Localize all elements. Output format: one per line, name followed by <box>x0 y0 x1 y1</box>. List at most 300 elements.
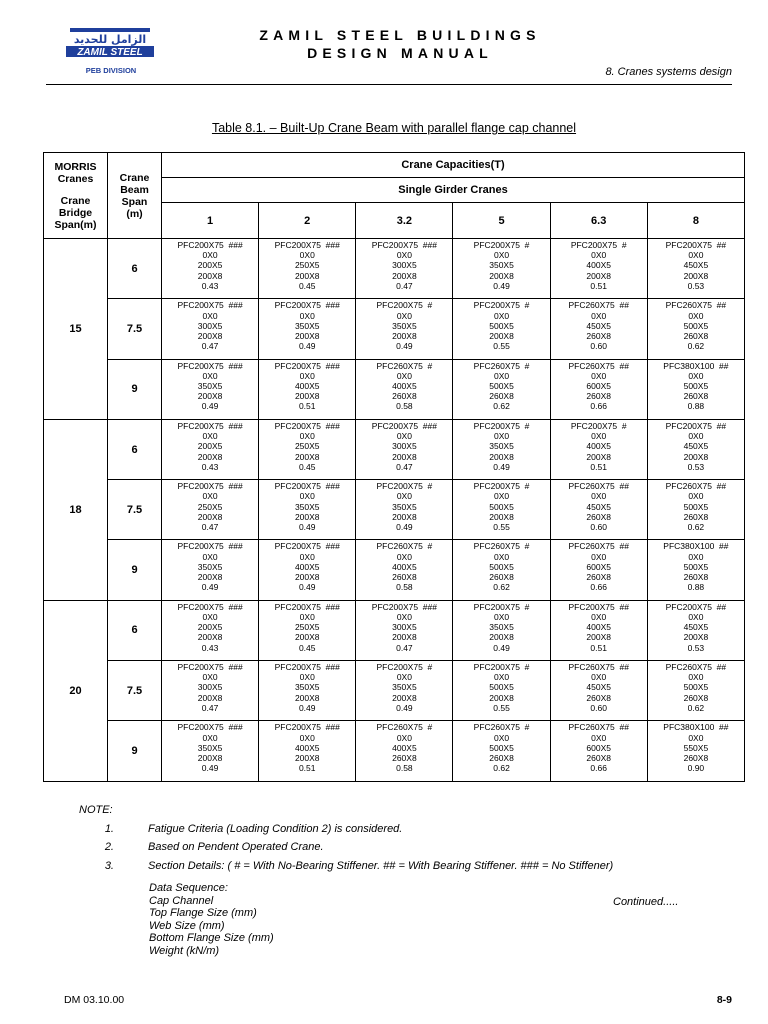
top-flange-value: 0X0 <box>396 672 412 683</box>
crane-bridge-header: Crane Bridge Span(m) <box>54 194 97 231</box>
cap-channel-value: PFC260X75 ## <box>665 300 727 311</box>
table-row <box>44 480 745 540</box>
crane-beam-table <box>43 152 745 782</box>
section-cell <box>259 600 356 660</box>
logo-brand-text: ZAMIL STEEL <box>77 47 143 58</box>
table-row <box>44 540 745 600</box>
bottom-flange-value: 200X8 <box>294 692 320 703</box>
section-cell <box>550 540 647 600</box>
beam-span-cell: 6 <box>108 239 162 299</box>
web-size-value: 250X5 <box>197 501 223 512</box>
web-size-value: 450X5 <box>586 682 611 693</box>
web-size-value: 600X5 <box>586 742 611 753</box>
page-number: 8-9 <box>716 994 732 1006</box>
web-size-value: 250X5 <box>294 622 320 633</box>
bottom-flange-value: 200X8 <box>392 511 417 522</box>
beam-span-cell: 9 <box>108 359 162 419</box>
section-cell <box>356 359 453 419</box>
note-number: 3. <box>104 860 114 872</box>
table-row <box>44 299 745 359</box>
top-flange-value: 0X0 <box>493 250 510 261</box>
bottom-flange-value: 200X8 <box>489 511 514 522</box>
section-cell <box>162 661 259 721</box>
web-size-value: 500X5 <box>489 561 514 572</box>
weight-value: 0.45 <box>298 280 316 291</box>
note-number: 2. <box>104 841 114 853</box>
bottom-flange-value: 200X8 <box>683 632 709 643</box>
weight-value: 0.43 <box>201 280 219 291</box>
cap-channel-value: PFC200X75 ### <box>274 420 340 431</box>
section-cell <box>550 661 647 721</box>
weight-value: 0.62 <box>493 401 510 412</box>
top-flange-value: 0X0 <box>202 732 218 743</box>
weight-value: 0.62 <box>493 582 510 593</box>
cap-channel-value: PFC200X75 ### <box>274 240 340 250</box>
top-flange-value: 0X0 <box>493 370 510 381</box>
web-size-value: 250X5 <box>294 260 320 271</box>
section-cell <box>453 299 550 359</box>
cap-channel-value: PFC200X75 ### <box>274 360 340 371</box>
section-cell <box>647 419 744 479</box>
section-cell <box>453 419 550 479</box>
beam-span-cell: 9 <box>108 540 162 600</box>
weight-value: 0.49 <box>493 642 510 653</box>
bottom-flange-value: 260X8 <box>489 752 514 763</box>
weight-value: 0.51 <box>298 401 316 412</box>
table-row <box>44 661 745 721</box>
section-cell <box>259 299 356 359</box>
cap-channel-value: PFC200X75 ### <box>371 601 437 612</box>
top-flange-value: 0X0 <box>493 611 510 622</box>
cap-channel-value: PFC200X75 # <box>473 300 530 311</box>
cap-channel-value: PFC200X75 # <box>376 481 433 492</box>
section-cell <box>647 299 744 359</box>
bottom-flange-value: 260X8 <box>489 572 514 583</box>
web-size-value: 350X5 <box>392 501 417 512</box>
data-sequence <box>149 882 274 957</box>
bottom-flange-value: 200X8 <box>294 632 320 643</box>
section-cell <box>259 419 356 479</box>
bottom-flange-value: 200X8 <box>586 632 611 643</box>
top-flange-value: 0X0 <box>591 431 607 442</box>
bottom-flange-value: 200X8 <box>586 451 611 462</box>
note-number: 1. <box>104 823 114 835</box>
weight-value: 0.62 <box>687 341 705 352</box>
cap-channel-value: PFC200X75 # <box>376 662 433 673</box>
web-size-value: 350X5 <box>392 682 417 693</box>
bottom-flange-value: 200X8 <box>392 632 417 643</box>
web-size-value: 500X5 <box>683 381 709 391</box>
web-size-value: 550X5 <box>683 742 709 753</box>
top-flange-value: 0X0 <box>299 491 315 502</box>
web-size-value: 500X5 <box>683 501 709 512</box>
web-size-value: 350X5 <box>294 501 320 512</box>
top-flange-value: 0X0 <box>202 491 218 502</box>
top-flange-value: 0X0 <box>688 732 704 743</box>
cap-channel-value: PFC260X75 ## <box>568 541 629 552</box>
section-cell <box>259 721 356 781</box>
zamil-logo-icon <box>64 26 156 58</box>
table-row <box>44 359 745 419</box>
section-cell <box>550 299 647 359</box>
web-size-value: 300X5 <box>392 441 417 452</box>
top-flange-value: 0X0 <box>591 672 607 683</box>
sequence-line: Data Sequence: <box>149 882 228 894</box>
weight-value: 0.60 <box>590 702 607 713</box>
beam-span-cell: 6 <box>108 600 162 660</box>
table-row <box>44 419 745 479</box>
top-flange-value: 0X0 <box>493 672 510 683</box>
bottom-flange-value: 260X8 <box>392 572 417 583</box>
sequence-line: Weight (kN/m) <box>149 944 220 957</box>
table-caption: Table 8.1. – Built-Up Crane Beam with parallel flange cap channel <box>211 121 577 135</box>
bottom-flange-value: 260X8 <box>586 391 611 402</box>
weight-value: 0.66 <box>590 582 607 593</box>
weight-value: 0.51 <box>590 461 607 472</box>
section-cell <box>550 600 647 660</box>
bottom-flange-value: 200X8 <box>197 270 223 281</box>
capacity-header: 3.2 <box>356 203 453 239</box>
single-girder-header: Single Girder Cranes <box>162 178 745 203</box>
bottom-flange-value: 200X8 <box>197 391 223 402</box>
cap-channel-value: PFC200X75 # <box>473 601 530 612</box>
cap-channel-value: PFC200X75 ### <box>177 541 243 552</box>
bottom-flange-value: 260X8 <box>392 752 417 763</box>
bottom-flange-value: 200X8 <box>683 451 709 462</box>
weight-value: 0.66 <box>590 401 607 412</box>
cap-channel-value: PFC200X75 ### <box>177 420 243 431</box>
top-flange-value: 0X0 <box>396 732 412 743</box>
weight-value: 0.53 <box>687 461 705 472</box>
document-reference: DM 03.10.00 <box>64 994 125 1006</box>
top-flange-value: 0X0 <box>396 370 412 381</box>
section-cell <box>162 600 259 660</box>
cap-channel-value: PFC200X75 # <box>376 300 433 311</box>
web-size-value: 500X5 <box>489 742 514 753</box>
section-cell <box>647 600 744 660</box>
cap-channel-value: PFC200X75 ### <box>274 601 340 612</box>
bottom-flange-value: 260X8 <box>683 752 709 763</box>
web-size-value: 250X5 <box>294 441 320 452</box>
cap-channel-value: PFC200X75 ### <box>177 662 243 673</box>
section-cell <box>453 239 550 299</box>
top-flange-value: 0X0 <box>688 370 704 381</box>
weight-value: 0.49 <box>201 401 219 412</box>
bottom-flange-value: 200X8 <box>197 511 223 522</box>
web-size-value: 200X5 <box>197 260 223 271</box>
top-flange-value: 0X0 <box>299 732 315 743</box>
weight-value: 0.47 <box>396 280 413 291</box>
cap-channel-value: PFC200X75 ## <box>568 601 629 612</box>
top-flange-value: 0X0 <box>202 310 218 321</box>
web-size-value: 400X5 <box>392 742 417 753</box>
web-size-value: 500X5 <box>489 501 514 512</box>
weight-value: 0.45 <box>298 461 316 472</box>
section-cell <box>453 480 550 540</box>
beam-span-header: Crane Beam Span (m) <box>108 153 162 239</box>
cap-channel-value: PFC200X75 ### <box>177 240 243 250</box>
weight-value: 0.60 <box>590 522 607 532</box>
top-flange-value: 0X0 <box>493 310 510 321</box>
section-cell <box>259 239 356 299</box>
section-cell <box>550 359 647 419</box>
top-flange-value: 0X0 <box>299 310 315 321</box>
table-row <box>44 600 745 660</box>
table-row <box>44 721 745 781</box>
web-size-value: 400X5 <box>294 381 320 391</box>
web-size-value: 600X5 <box>586 381 611 391</box>
section-cell <box>259 480 356 540</box>
weight-value: 0.45 <box>298 642 316 653</box>
cap-channel-value: PFC200X75 # <box>473 481 530 492</box>
beam-span-cell: 9 <box>108 721 162 781</box>
cap-channel-value: PFC260X75 # <box>376 360 433 371</box>
weight-value: 0.49 <box>493 461 510 472</box>
top-flange-value: 0X0 <box>299 611 315 622</box>
top-flange-value: 0X0 <box>688 672 704 683</box>
note-title: NOTE: <box>79 804 113 816</box>
weight-value: 0.43 <box>201 642 219 653</box>
cap-channel-value: PFC260X75 # <box>376 722 433 733</box>
bottom-flange-value: 200X8 <box>197 692 223 703</box>
bottom-flange-value: 200X8 <box>294 572 320 583</box>
top-flange-value: 0X0 <box>688 431 704 442</box>
top-flange-value: 0X0 <box>493 431 510 442</box>
web-size-value: 350X5 <box>197 561 223 572</box>
cap-channel-value: PFC260X75 ## <box>665 481 727 492</box>
top-flange-value: 0X0 <box>396 611 412 622</box>
note-text: Fatigue Criteria (Loading Condition 2) is considered. <box>148 823 403 835</box>
weight-value: 0.49 <box>298 522 316 532</box>
section-cell <box>356 419 453 479</box>
cap-channel-value: PFC260X75 # <box>376 541 433 552</box>
web-size-value: 400X5 <box>392 561 417 572</box>
weight-value: 0.62 <box>687 522 705 532</box>
bottom-flange-value: 200X8 <box>489 692 514 703</box>
bottom-flange-value: 200X8 <box>489 451 514 462</box>
bottom-flange-value: 200X8 <box>294 391 320 402</box>
bottom-flange-value: 200X8 <box>489 632 514 643</box>
section-cell <box>453 721 550 781</box>
section-cell <box>259 661 356 721</box>
weight-value: 0.49 <box>201 763 219 774</box>
note-item <box>84 860 724 874</box>
section-cell <box>356 239 453 299</box>
weight-value: 0.51 <box>298 763 316 774</box>
continued-label: Continued..... <box>613 896 679 908</box>
section-cell <box>647 359 744 419</box>
section-cell <box>647 540 744 600</box>
bottom-flange-value: 200X8 <box>586 270 611 281</box>
web-size-value: 350X5 <box>197 742 223 753</box>
bottom-flange-value: 260X8 <box>683 692 709 703</box>
cap-channel-value: PFC260X75 ## <box>568 481 629 492</box>
top-flange-value: 0X0 <box>493 551 510 562</box>
top-flange-value: 0X0 <box>591 250 607 261</box>
section-cell <box>550 239 647 299</box>
top-flange-value: 0X0 <box>688 250 704 261</box>
cap-channel-value: PFC200X75 ### <box>371 420 437 431</box>
section-cell <box>162 239 259 299</box>
cap-channel-value: PFC380X100 ## <box>663 541 729 552</box>
section-cell <box>162 480 259 540</box>
bottom-flange-value: 200X8 <box>197 752 223 763</box>
web-size-value: 350X5 <box>294 682 320 693</box>
web-size-value: 200X5 <box>197 622 223 633</box>
cap-channel-value: PFC200X75 ### <box>274 722 340 733</box>
cap-channel-value: PFC200X75 ### <box>177 300 243 311</box>
top-flange-value: 0X0 <box>396 431 412 442</box>
bottom-flange-value: 260X8 <box>586 752 611 763</box>
cap-channel-value: PFC200X75 ### <box>274 481 340 492</box>
section-cell <box>647 239 744 299</box>
web-size-value: 350X5 <box>197 381 223 391</box>
cap-channel-value: PFC260X75 ## <box>568 662 629 673</box>
bottom-flange-value: 200X8 <box>197 572 223 583</box>
top-flange-value: 0X0 <box>299 431 315 442</box>
weight-value: 0.49 <box>396 522 413 532</box>
weight-value: 0.88 <box>687 401 705 412</box>
bottom-flange-value: 200X8 <box>197 451 223 462</box>
weight-value: 0.90 <box>687 763 705 774</box>
bottom-flange-value: 260X8 <box>392 391 417 402</box>
top-flange-value: 0X0 <box>493 491 510 502</box>
top-flange-value: 0X0 <box>396 250 412 261</box>
section-cell <box>647 661 744 721</box>
section-cell <box>356 600 453 660</box>
web-size-value: 600X5 <box>586 561 611 572</box>
top-flange-value: 0X0 <box>688 491 704 502</box>
section-cell <box>356 721 453 781</box>
capacity-header: 8 <box>647 203 744 239</box>
web-size-value: 400X5 <box>294 742 320 753</box>
web-size-value: 450X5 <box>683 441 709 452</box>
bottom-flange-value: 200X8 <box>294 330 320 341</box>
cap-channel-value: PFC200X75 ### <box>371 240 437 250</box>
web-size-value: 200X5 <box>197 441 223 452</box>
weight-value: 0.49 <box>396 341 413 352</box>
logo-arabic-text: الزامل للحديد <box>73 33 147 46</box>
top-flange-value: 0X0 <box>688 310 704 321</box>
bottom-flange-value: 260X8 <box>683 391 709 402</box>
web-size-value: 450X5 <box>683 622 709 633</box>
weight-value: 0.47 <box>396 461 413 472</box>
web-size-value: 500X5 <box>683 320 709 331</box>
weight-value: 0.53 <box>687 642 705 653</box>
top-flange-value: 0X0 <box>493 732 510 743</box>
cap-channel-value: PFC260X75 # <box>473 722 530 733</box>
weight-value: 0.51 <box>590 280 607 291</box>
bridge-span-cell: 20 <box>44 600 108 781</box>
section-cell <box>647 721 744 781</box>
cap-channel-value: PFC200X75 ## <box>665 240 727 250</box>
cap-channel-value: PFC260X75 ## <box>568 360 629 371</box>
beam-span-cell: 7.5 <box>108 480 162 540</box>
top-flange-value: 0X0 <box>591 611 607 622</box>
section-cell <box>453 359 550 419</box>
section-cell <box>259 359 356 419</box>
note-item <box>84 823 684 837</box>
section-cell <box>162 299 259 359</box>
bottom-flange-value: 200X8 <box>683 270 709 281</box>
bridge-span-cell: 18 <box>44 419 108 600</box>
weight-value: 0.60 <box>590 341 607 352</box>
web-size-value: 400X5 <box>392 381 417 391</box>
beam-span-cell: 6 <box>108 419 162 479</box>
weight-value: 0.49 <box>298 582 316 593</box>
cap-channel-value: PFC200X75 # <box>473 240 530 250</box>
bottom-flange-value: 260X8 <box>586 692 611 703</box>
cap-channel-value: PFC200X75 # <box>570 420 627 431</box>
weight-value: 0.58 <box>396 763 413 774</box>
web-size-value: 350X5 <box>489 260 514 271</box>
web-size-value: 350X5 <box>294 320 320 331</box>
top-flange-value: 0X0 <box>202 250 218 261</box>
header-divider <box>46 84 732 85</box>
bottom-flange-value: 200X8 <box>392 451 417 462</box>
web-size-value: 500X5 <box>683 561 709 572</box>
web-size-value: 400X5 <box>586 260 611 271</box>
top-flange-value: 0X0 <box>299 672 315 683</box>
top-flange-value: 0X0 <box>688 551 704 562</box>
cap-channel-value: PFC200X75 ### <box>274 541 340 552</box>
section-cell <box>356 661 453 721</box>
bottom-flange-value: 200X8 <box>197 632 223 643</box>
bottom-flange-value: 260X8 <box>586 511 611 522</box>
bottom-flange-value: 260X8 <box>489 391 514 402</box>
table-row <box>44 239 745 299</box>
weight-value: 0.49 <box>396 702 413 713</box>
web-size-value: 300X5 <box>392 260 417 271</box>
weight-value: 0.55 <box>493 522 510 532</box>
section-cell <box>162 419 259 479</box>
sequence-line: Cap Channel <box>149 894 214 907</box>
weight-value: 0.53 <box>687 280 705 291</box>
weight-value: 0.88 <box>687 582 705 593</box>
web-size-value: 300X5 <box>392 622 417 633</box>
cap-channel-value: PFC200X75 ### <box>177 601 243 612</box>
top-flange-value: 0X0 <box>299 250 315 261</box>
top-flange-value: 0X0 <box>591 551 607 562</box>
weight-value: 0.51 <box>590 642 607 653</box>
division-label: PEB DIVISION <box>85 66 137 75</box>
weight-value: 0.66 <box>590 763 607 774</box>
web-size-value: 400X5 <box>586 441 611 452</box>
cap-channel-value: PFC200X75 ### <box>177 481 243 492</box>
weight-value: 0.55 <box>493 341 510 352</box>
bridge-span-header <box>44 153 108 239</box>
web-size-value: 400X5 <box>586 622 611 633</box>
web-size-value: 350X5 <box>392 320 417 331</box>
section-cell <box>647 480 744 540</box>
beam-span-cell: 7.5 <box>108 299 162 359</box>
weight-value: 0.55 <box>493 702 510 713</box>
section-cell <box>453 540 550 600</box>
note-text: Based on Pendent Operated Crane. <box>148 841 324 853</box>
bottom-flange-value: 260X8 <box>586 330 611 341</box>
web-size-value: 400X5 <box>294 561 320 572</box>
web-size-value: 450X5 <box>586 501 611 512</box>
weight-value: 0.49 <box>298 341 316 352</box>
capacity-header: 2 <box>259 203 356 239</box>
cap-channel-value: PFC200X75 # <box>570 240 627 250</box>
top-flange-value: 0X0 <box>202 370 218 381</box>
cap-channel-value: PFC200X75 ## <box>665 420 727 431</box>
weight-value: 0.43 <box>201 461 219 472</box>
bottom-flange-value: 260X8 <box>683 330 709 341</box>
top-flange-value: 0X0 <box>396 551 412 562</box>
manual-title: ZAMIL STEEL BUILDINGS <box>259 27 541 43</box>
